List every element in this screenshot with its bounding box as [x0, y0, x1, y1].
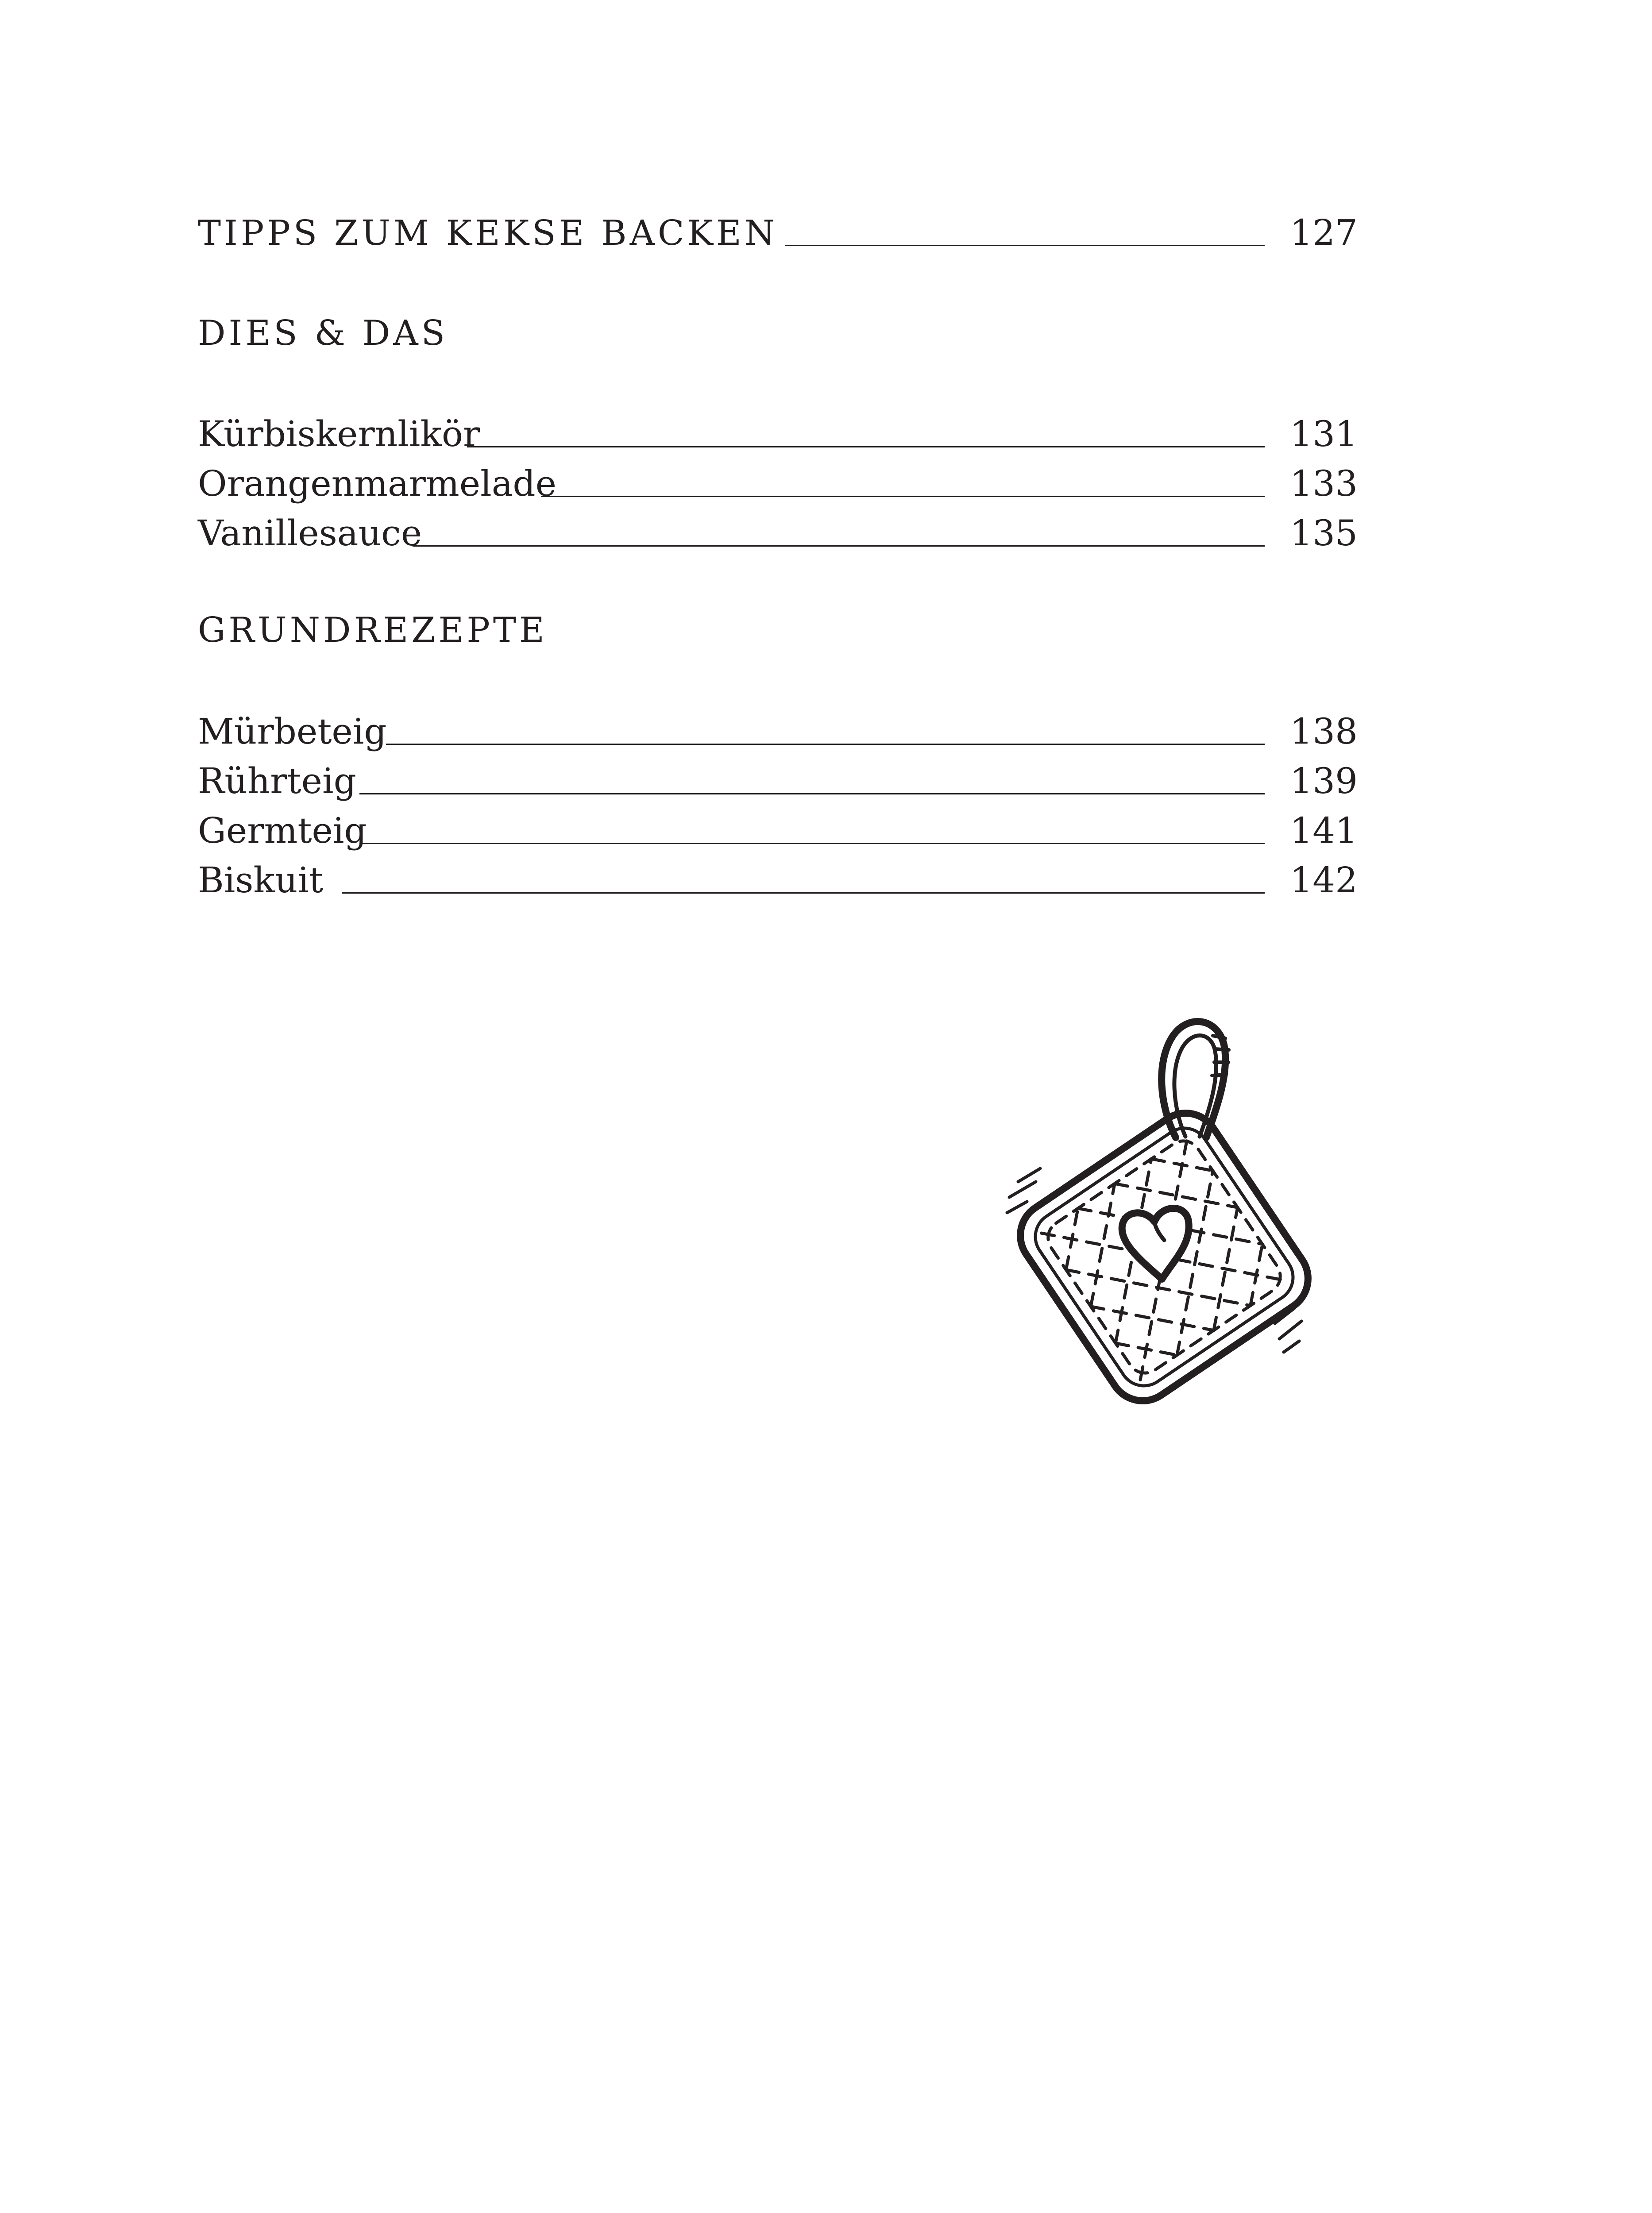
toc-page-number: 133: [1290, 463, 1358, 504]
toc-entry-label: Rührteig: [198, 760, 356, 802]
toc-entry-label: Biskuit: [198, 860, 324, 901]
toc-leader-line: [467, 446, 1265, 447]
toc-leader-line: [541, 496, 1265, 497]
toc-entry-label: TIPPS ZUM KEKSE BACKEN: [198, 213, 778, 253]
toc-leader-line: [413, 545, 1265, 547]
toc-entry-label: Vanillesauce: [198, 513, 422, 554]
toc-entry-label: Orangenmarmelade: [198, 463, 556, 504]
toc-page-number: 135: [1290, 513, 1358, 554]
toc-entry[interactable]: [198, 459, 1358, 508]
toc-leader-line: [386, 744, 1265, 745]
toc-leader-line: [342, 892, 1265, 894]
toc-entry-tipps[interactable]: [198, 208, 1358, 257]
toc-entry-label: Mürbeteig: [198, 711, 387, 752]
toc-entry[interactable]: [198, 509, 1358, 557]
toc-entry[interactable]: [198, 409, 1358, 458]
toc-entry[interactable]: [198, 707, 1358, 756]
toc-entry[interactable]: [198, 856, 1358, 904]
toc-leader-line: [785, 245, 1265, 246]
toc-entry[interactable]: [198, 756, 1358, 805]
toc-leader-line: [359, 843, 1265, 844]
toc-entry-label: Kürbiskernlikör: [198, 413, 480, 455]
toc-entry-label: Germteig: [198, 810, 367, 851]
toc-page-number: 139: [1290, 760, 1358, 802]
section-title-grundrezepte: GRUNDREZEPTE: [198, 610, 548, 650]
section-title-dies-das: DIES & DAS: [198, 313, 448, 353]
toc-page-number: 131: [1290, 413, 1358, 455]
toc-page-number: 141: [1290, 810, 1358, 851]
toc-page-number: 127: [1290, 212, 1358, 253]
toc-page-number: 142: [1290, 860, 1358, 901]
toc-entry[interactable]: [198, 806, 1358, 855]
toc-page-number: 138: [1290, 711, 1358, 752]
pot-holder-heart-icon: [965, 996, 1319, 1438]
toc-leader-line: [359, 793, 1265, 794]
